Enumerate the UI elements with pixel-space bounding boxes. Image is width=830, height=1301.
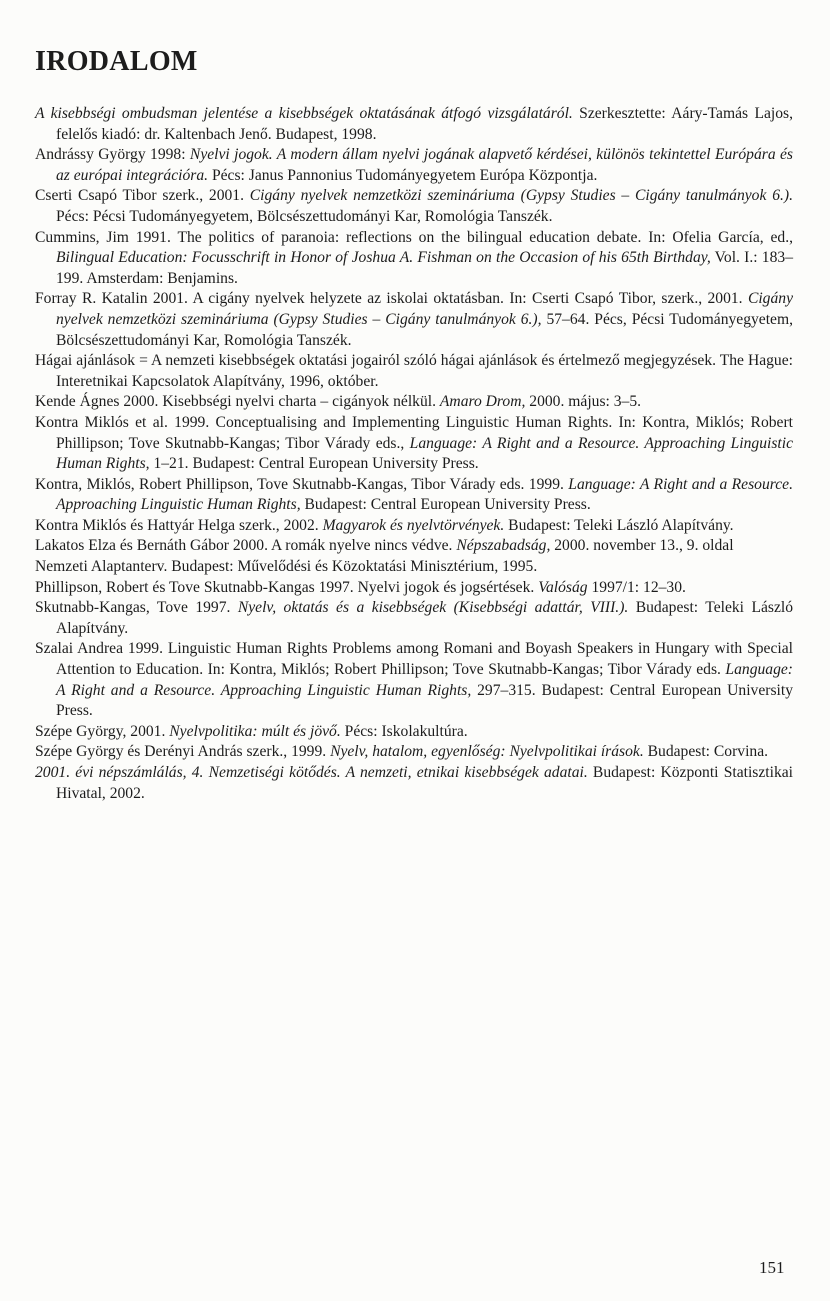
- reference-text: Phillipson, Robert és Tove Skutnabb-Kangas 1997. Nyelvi jogok és jogsértések.: [35, 578, 539, 596]
- reference-title: 2001. évi népszámlálás, 4. Nemzetiségi kötődés. A nemzeti, etnikai kisebbségek adatai.: [35, 764, 588, 781]
- reference-text: Budapest: Teleki László Alapítvány.: [56, 599, 794, 637]
- reference-entry: [35, 289, 793, 351]
- reference-title: Nyelvi jogok. A modern állam nyelvi jogának alapvető kérdései, különös tekintettel Európára és az európai integrációra.: [56, 146, 793, 184]
- reference-text: Cummins, Jim 1991. The politics of paranoia: reflections on the bilingual education debate. In: Ofelia García, ed.,: [35, 228, 793, 246]
- reference-title: Bilingual Education: Focusschrift in Honor of Joshua A. Fishman on the Occasion of his 65th Birthday,: [56, 249, 711, 267]
- reference-text: Budapest: Teleki László Alapítvány.: [504, 516, 734, 534]
- reference-entry: [35, 186, 793, 227]
- reference-text: 2000. november 13., 9. oldal: [550, 537, 734, 555]
- reference-entry: [35, 722, 793, 743]
- reference-text: 1–21. Budapest: Central European University Press.: [149, 455, 479, 473]
- reference-entry: [35, 578, 793, 599]
- reference-text: Szépe György, 2001.: [35, 722, 170, 740]
- reference-text: Kontra Miklós et al. 1999. Conceptualising and Implementing Linguistic Human Rights. In: Kontra, Miklós; Robert Phillipson; Tove Skutnabb-Kangas; Tibor Várady eds.,: [35, 413, 793, 452]
- reference-text: Andrássy György 1998:: [35, 146, 190, 164]
- reference-text: Vol. I.: 183–199. Amsterdam: Benjamins.: [56, 249, 793, 287]
- reference-text: Pécs: Janus Pannonius Tudományegyetem Európa Központja.: [208, 166, 598, 184]
- reference-entry: [35, 557, 793, 578]
- reference-title: Nyelvpolitika: múlt és jövő.: [169, 722, 341, 740]
- reference-text: Kende Ágnes 2000. Kisebbségi nyelvi charta – cigányok nélkül.: [35, 393, 440, 411]
- reference-entry: [35, 228, 793, 290]
- reference-title: Cigány nyelvek nemzetközi szemináriuma (Gypsy Studies – Cigány tanulmányok 6.).: [249, 187, 793, 205]
- reference-text: Skutnabb-Kangas, Tove 1997.: [35, 599, 238, 617]
- reference-entry: [35, 598, 793, 639]
- reference-entry: [35, 351, 793, 392]
- reference-text: 297–315. Budapest: Central European University Press.: [56, 681, 793, 720]
- reference-title: Cigány nyelvek nemzetközi szemináriuma (Gypsy Studies – Cigány tanulmányok 6.),: [56, 290, 793, 328]
- reference-title: Valóság: [538, 578, 588, 596]
- reference-text: Pécs: Pécsi Tudományegyetem, Bölcsészettudományi Kar, Romológia Tanszék.: [56, 207, 553, 225]
- reference-entry: [35, 536, 793, 557]
- reference-text: Budapest: Corvina.: [643, 743, 769, 761]
- reference-entry: [35, 104, 793, 145]
- reference-text: 1997/1: 12–30.: [587, 578, 686, 596]
- reference-text: Cserti Csapó Tibor szerk., 2001.: [35, 187, 250, 205]
- reference-title: Amaro Drom,: [439, 393, 526, 411]
- reference-text: Nemzeti Alaptanterv. Budapest: Művelődési és Közoktatási Minisztérium, 1995.: [35, 558, 538, 576]
- reference-title: Magyarok és nyelvtörvények.: [322, 516, 505, 534]
- reference-text: Szépe György és Derényi András szerk., 1999.: [35, 743, 331, 761]
- reference-entry: [35, 763, 793, 804]
- reference-text: Lakatos Elza és Bernáth Gábor 2000. A romák nyelve nincs védve.: [35, 537, 457, 555]
- reference-text: Forray R. Katalin 2001. A cigány nyelvek helyzete az iskolai oktatásban. In: Cserti Csapó Tibor, szerk., 2001.: [35, 290, 748, 308]
- reference-text: Hágai ajánlások = A nemzeti kisebbségek oktatási jogairól szóló hágai ajánlások és értelmező megjegyzések. The Hague: Interetnikai Kapcsolatok Alapítvány, 1996, október.: [35, 352, 793, 390]
- reference-text: Pécs: Iskolakultúra.: [340, 722, 468, 740]
- reference-title: Language: A Right and a Resource. Approaching Linguistic Human Rights,: [56, 475, 793, 514]
- reference-text: Szalai Andrea 1999. Linguistic Human Rights Problems among Romani and Boyash Speakers in Hungary with Special Attention to Education. In: Kontra, Miklós; Robert Phillipson; Tove Skutnabb-Kangas; Tibor Várady eds.: [35, 640, 793, 679]
- page-number: 151: [759, 1258, 785, 1277]
- reference-list: [35, 104, 793, 804]
- page-title: IRODALOM: [35, 46, 198, 77]
- reference-title: Language: A Right and a Resource. Approaching Linguistic Human Rights,: [56, 661, 793, 699]
- reference-text: Szerkesztette: Aáry-Tamás Lajos, felelős kiadó: dr. Kaltenbach Jenő. Budapest, 1998.: [56, 105, 793, 143]
- reference-title: Nyelv, oktatás és a kisebbségek (Kisebbségi adattár, VIII.).: [237, 599, 629, 617]
- reference-title: Népszabadság,: [456, 537, 551, 555]
- reference-entry: [35, 516, 793, 537]
- reference-entry: [35, 413, 793, 475]
- reference-text: Budapest: Central European University Press.: [300, 496, 591, 514]
- reference-text: Kontra Miklós és Hattyár Helga szerk., 2002.: [35, 516, 323, 534]
- reference-entry: [35, 392, 793, 413]
- reference-title: Nyelv, hatalom, egyenlőség: Nyelvpolitikai írások.: [330, 743, 644, 761]
- reference-title: Language: A Right and a Resource. Approaching Linguistic Human Rights,: [56, 434, 794, 473]
- reference-entry: [35, 639, 793, 721]
- reference-entry: [35, 742, 793, 763]
- reference-text: Kontra, Miklós, Robert Phillipson, Tove Skutnabb-Kangas, Tibor Várady eds. 1999.: [35, 475, 569, 493]
- reference-entry: [35, 475, 793, 516]
- reference-text: Budapest: Központi Statisztikai Hivatal, 2002.: [56, 764, 793, 802]
- reference-text: 57–64. Pécs, Pécsi Tudományegyetem, Bölcsészettudományi Kar, Romológia Tanszék.: [56, 310, 793, 349]
- reference-title: A kisebbségi ombudsman jelentése a kisebbségek oktatásának átfogó vizsgálatáról.: [35, 105, 573, 122]
- reference-text: 2000. május: 3–5.: [525, 393, 642, 411]
- reference-entry: [35, 145, 793, 186]
